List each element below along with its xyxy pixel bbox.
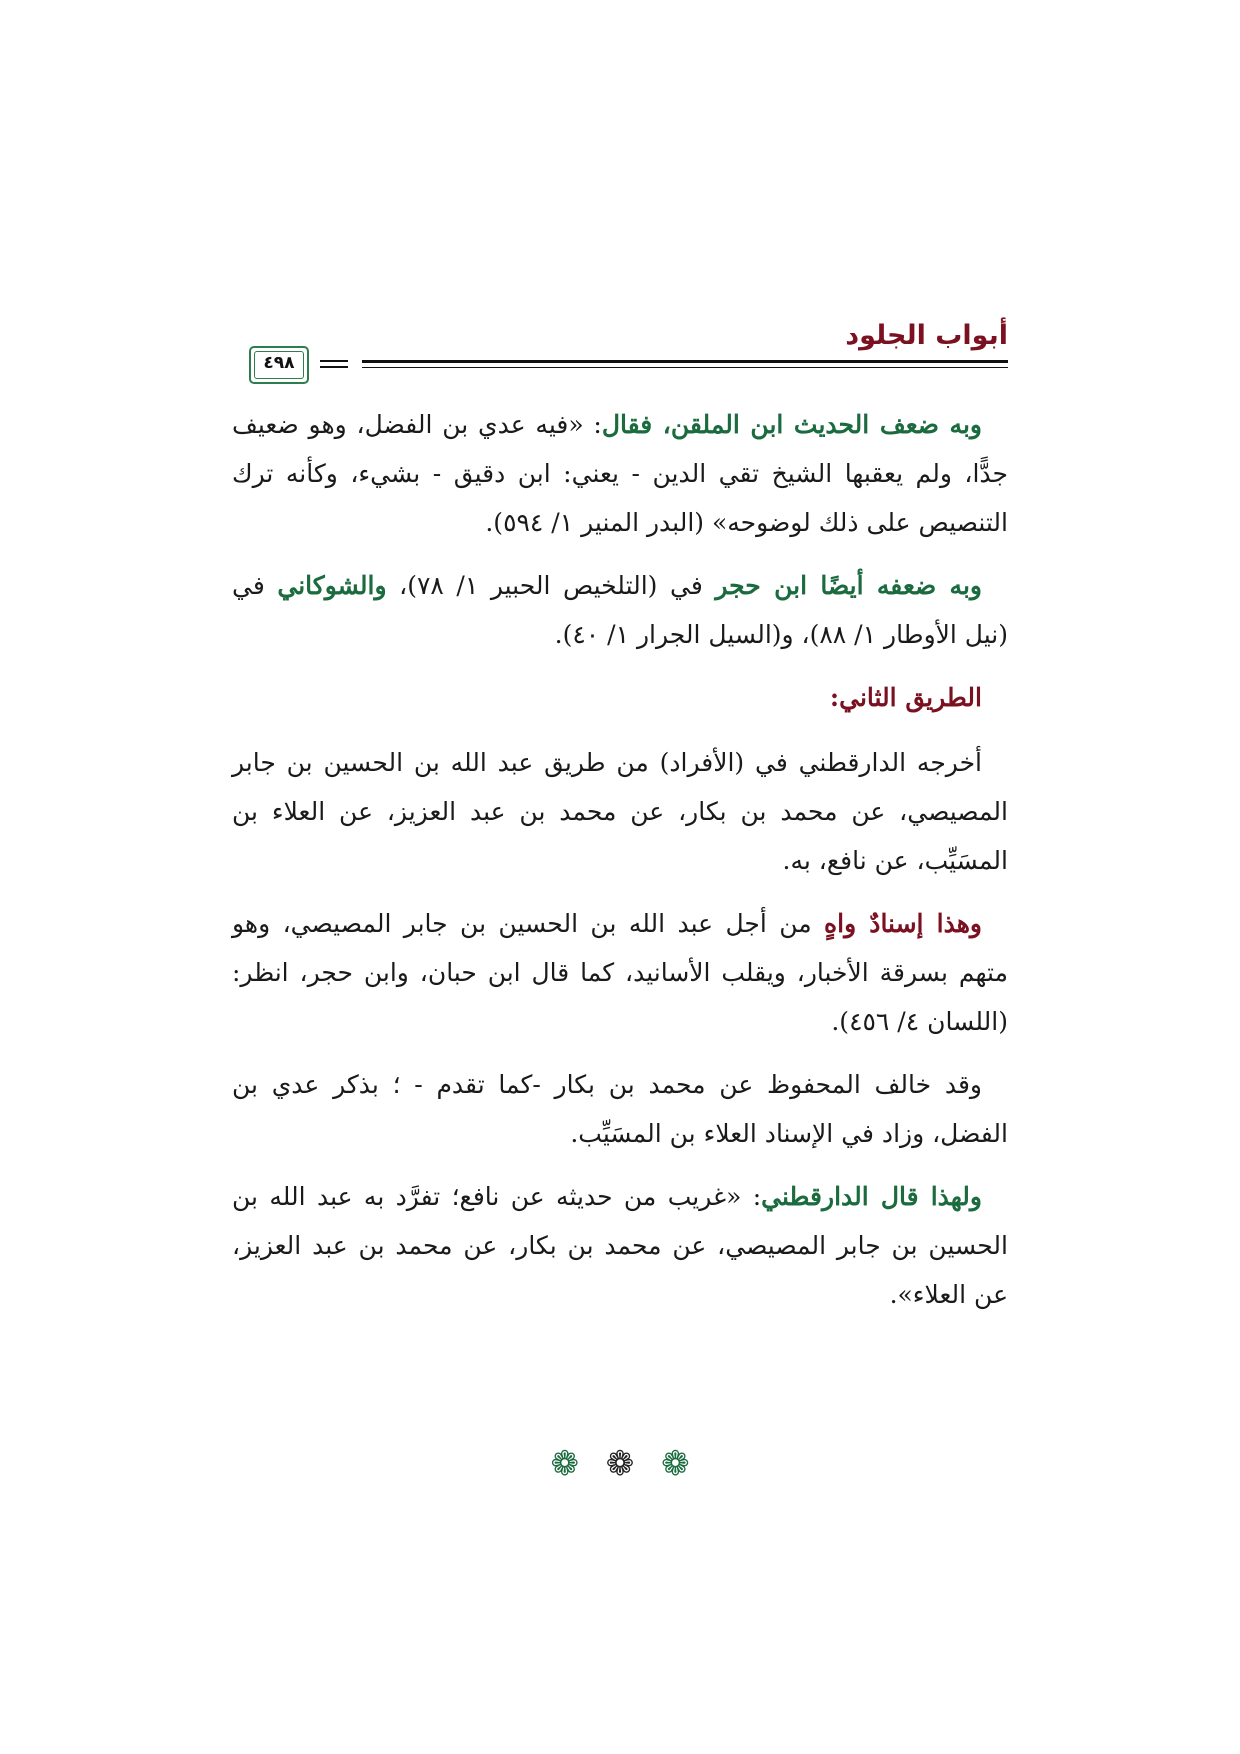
- paragraph-text: من أجل عبد الله بن الحسين بن جابر المصيصي، وهو متهم بسرقة الأخبار، ويقلب الأسانيد، كما قال ابن حبان، وابن حجر، انظر: (اللسان ٤/ ٤٥٦).: [232, 909, 1008, 1036]
- page-header: [232, 318, 1008, 388]
- page-body: [232, 400, 1008, 1333]
- paragraph-contradiction: وقد خالف المحفوظ عن محمد بن بكار -كما تقدم - ؛ بذكر عدي بن الفضل، وزاد في الإسناد العلاء بن المسَيِّب.: [232, 1070, 1008, 1148]
- page-number-rule-lower: [320, 366, 348, 368]
- paragraph-daraqutni-quote: [232, 1172, 1008, 1319]
- paragraph-text: في (نيل الأوطار ١/ ٨٨)، و(السيل الجرار ١/ ٤٠).: [232, 571, 1008, 649]
- flower-ornament-icon: ❁: [605, 1444, 635, 1484]
- flower-ornament-icon: ❁: [550, 1444, 579, 1484]
- section-heading: الطريق الثاني:: [829, 683, 982, 712]
- highlight-lead: ولهذا قال الدارقطني: [761, 1182, 982, 1211]
- highlight-lead: وهذا إسنادٌ واهٍ: [824, 909, 982, 938]
- page-number-frame: [249, 346, 309, 384]
- running-title: أبواب الجلود: [845, 320, 1008, 351]
- paragraph-isnad-judgement: [232, 899, 1008, 1046]
- section-end-ornament: [0, 1444, 1240, 1484]
- page-number: ٤٩٨: [263, 353, 295, 373]
- flower-ornament-icon: ❁: [661, 1444, 690, 1484]
- highlight-shawkani: والشوكاني: [277, 571, 387, 600]
- paragraph-text: : «غريب من حديثه عن نافع؛ تفرَّد به عبد الله بن الحسين بن جابر المصيصي، عن محمد بن بكار، عن محمد بن عبد العزيز، عن العلاء».: [232, 1182, 1008, 1309]
- paragraph-text: : «فيه عدي بن الفضل، وهو ضعيف جدًّا، ولم يعقبها الشيخ تقي الدين - يعني: ابن دقيق - بشيء، وكأنه ترك التنصيص على ذلك لوضوحه» (البدر المنير ١/ ٥٩٤).: [232, 410, 1008, 537]
- page-number-rule-upper: [320, 360, 348, 362]
- paragraph-text: في (التلخيص الحبير ١/ ٧٨)،: [386, 571, 716, 600]
- paragraph-ibn-hajar: [232, 561, 1008, 659]
- page-number-badge: [232, 346, 362, 384]
- paragraph-ibn-mulaqqin: [232, 400, 1008, 547]
- paragraph-daraqutni-takhrij: أخرجه الدارقطني في (الأفراد) من طريق عبد الله بن الحسين بن جابر المصيصي، عن محمد بن بكار، عن محمد بن عبد العزيز، عن العلاء بن المسَيِّب، عن نافع، به.: [232, 748, 1008, 875]
- highlight-lead: وبه ضعف الحديث ابن الملقن، فقال: [601, 410, 982, 439]
- highlight-lead: وبه ضعفه أيضًا ابن حجر: [715, 571, 982, 600]
